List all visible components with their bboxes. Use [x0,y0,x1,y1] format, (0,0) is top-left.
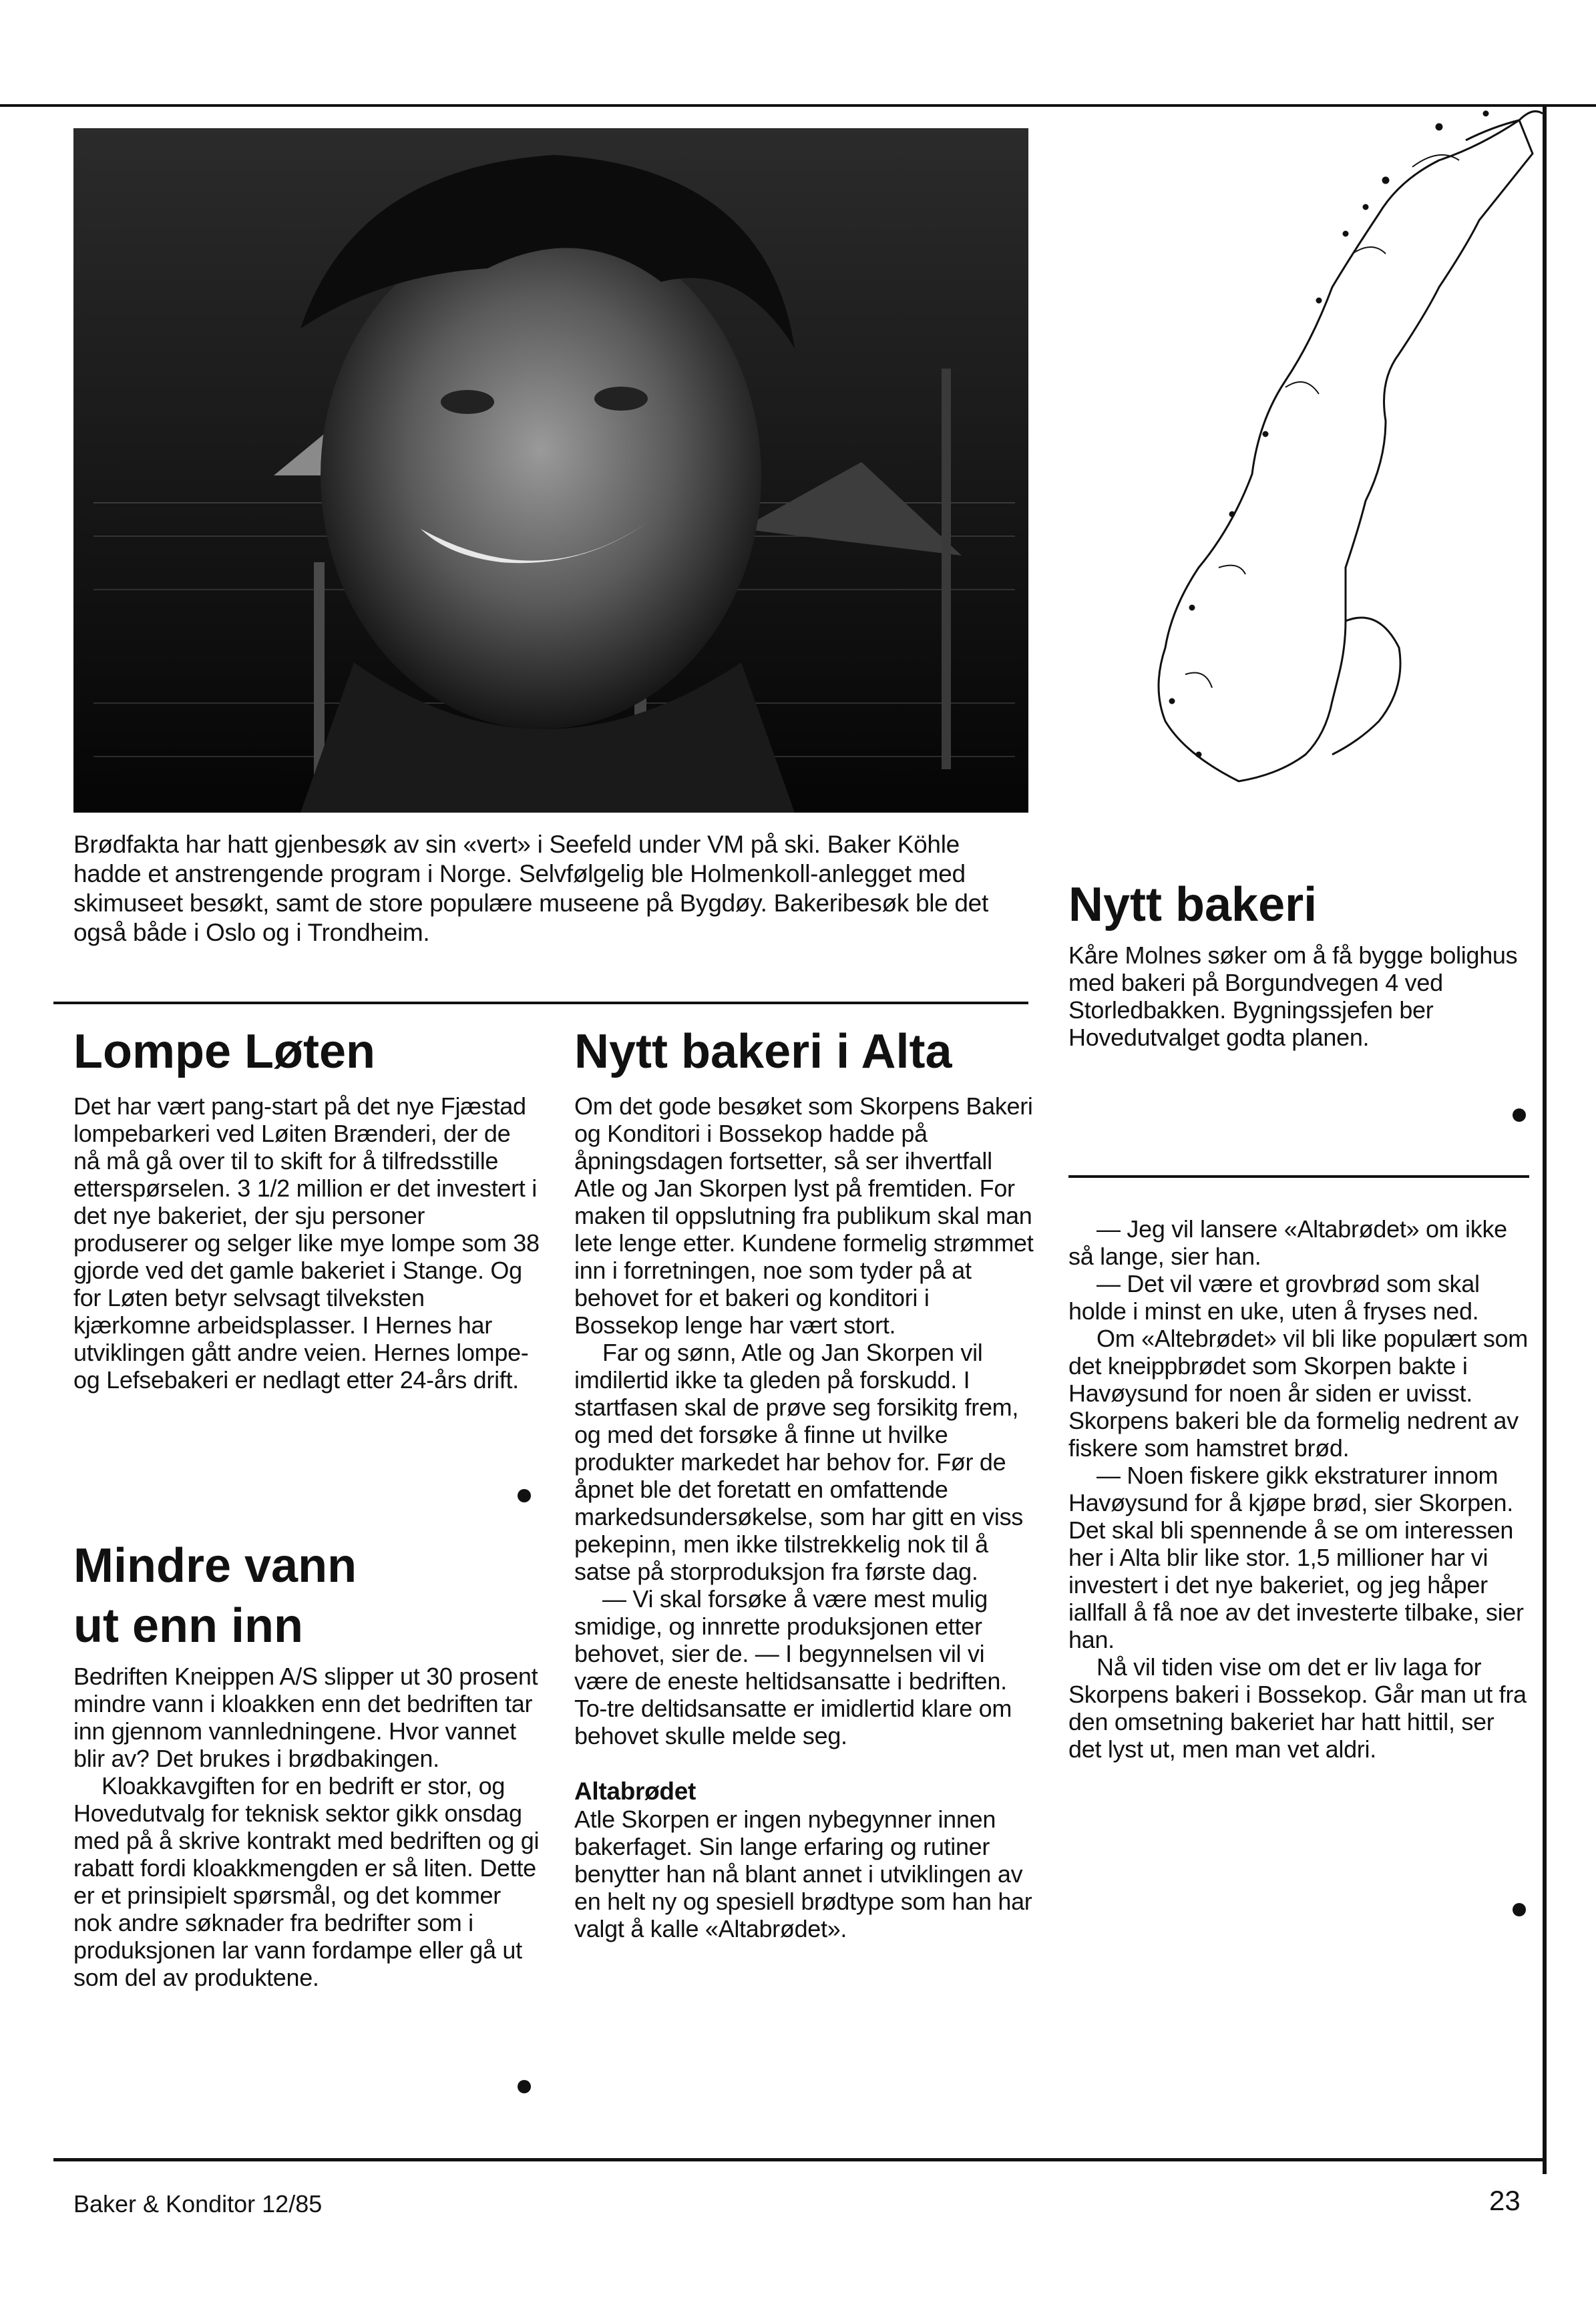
article-paragraph: Nå vil tiden vise om det er liv laga for Skorpens bakeri i Bossekop. Går man ut fra den omsetning bakeriet har hatt hittil, ser det lyst ut, men man vet aldri. [1068,1653,1527,1763]
article-paragraph: Kloakkavgiften for en bedrift er stor, og Hovedutvalg for teknisk sektor gikk onsdag med på å skrive kontrakt med bedriften og gi rabatt fordi kloakkmengden er så liten. Dette er et prinsipielt spørsmål, og det kommer nok andre søknader fra bedrifter som i produksjonen lar vann fordampe eller gå ut som del av produktene. [73,1772,540,1991]
article-paragraph: — Noen fiskere gikk ekstraturer innom Havøysund for å kjøpe brød, sier Skorpen. Det skal bli spennende å se om interessen her i Alta blir like stor. 1,5 millioner har vi investert i det nye bakeriet, og jeg håper iallfall å få noe av det investerte tilbake, sier han. [1068,1462,1524,1653]
end-bullet [518,1489,531,1502]
end-bullet [518,2080,531,2093]
section-rule [53,1002,1028,1004]
subheading: Altabrødet [574,1777,696,1805]
photo-caption: Brødfakta har hatt gjenbesøk av sin «vert» i Seefeld under VM på ski. Baker Köhle hadde et anstrengende program i Norge. Selvfølgelig ble Holmenkoll-anlegget med skimuseet besøkt, samt de store populære museene på Bygdøy. Bakeribesøk ble det også både i Oslo og i Trondheim. [73,831,988,946]
article-title: Nytt bakeri i Alta [574,1025,952,1078]
article-title: Mindre vann ut enn inn [73,1539,357,1653]
article-paragraph: Om «Altebrødet» vil bli like populært som det kneippbrødet som Skorpen bakte i Havøysund for noen år siden er uvisst. Skorpens bakeri ble da formelig nedrent av fiskere som hamstret brød. [1068,1325,1528,1462]
article-nytt-bakeri [1068,875,1536,1051]
article-lompe [73,1022,541,1394]
article-paragraph: — Jeg vil lansere «Altabrødet» om ikke så lange, sier han. [1068,1215,1507,1270]
norway-map [1065,100,1543,815]
article-title: Lompe Løten [73,1025,375,1078]
article-paragraph: Bedriften Kneippen A/S slipper ut 30 prosent mindre vann i kloakken enn det bedriften tar inn gjennom vannledningene. Hvor vannet blir av? Det brukes i brødbakingen. [73,1663,538,1772]
end-bullet [1513,1108,1526,1122]
section-rule [1068,1175,1529,1178]
article-paragraph: — Det vil være et grovbrød som skal holde i minst en uke, uten å fryses ned. [1068,1270,1480,1325]
article-alta [574,1022,1035,1942]
article-paragraph: — Vi skal forsøke å være mest mulig smidige, og innrette produksjonen etter behovet, sier de. — I begynnelsen vil vi være de eneste heltidsansatte i bedriften. To-tre deltidsansatte er imidlertid klare om behovet skulle melde seg. [574,1585,1012,1749]
portrait-photo [73,128,1028,813]
article-title: Nytt bakeri [1068,878,1318,931]
article-alta-continued [1068,1215,1529,1763]
right-rule [1543,104,1547,2174]
article-paragraph: Far og sønn, Atle og Jan Skorpen vil imdilertid ikke ta gleden på forskudd. I startfasen skal de prøve seg forsikitg frem, og med det forsøke å finne ut hvilke produkter markedet har behov for. Før de åpnet ble det foretatt en omfattende markedsundersøkelse, som har gitt en viss pekepinn, men ikke tilstrekkelig nok til å satse på storproduksjon fra første dag. [574,1339,1023,1585]
article-vann [73,1536,541,1991]
article-paragraph: Om det gode besøket som Skorpens Bakeri og Konditori i Bossekop hadde på åpningsdagen fortsetter, så ser ihvertfall Atle og Jan Skorpen lyst på fremtiden. For maken til oppslutning fra publikum skal man lete lenge etter. Kundene formelig strømmet inn i forretningen, noe som tyder på at behovet for et bakeri og konditori i Bossekop lenge har vært stort. [574,1092,1034,1339]
end-bullet [1513,1903,1526,1916]
article-body: Kåre Molnes søker om å få bygge bolighus med bakeri på Borgundvegen 4 ved Storledbakken. Bygningssjefen ber Hovedutvalget godta planen. [1068,941,1518,1051]
article-body: Det har vært pang-start på det nye Fjæstad lompebarkeri ved Løiten Brænderi, der de nå må gå over til to skift for å tilfredsstille etterspørselen. 3 1/2 million er det investert i det nye bakeriet, der sju personer produserer og selger like mye lompe som 38 gjorde ved det gamle bakeriet i Stange. Og for Løten betyr selvsagt tilveksten kjærkomne arbeidsplasser. I Hernes har utviklingen gått andre veien. Hernes lompe- og Lefsebakeri er nedlagt etter 24-års drift. [73,1092,540,1394]
publication-footer: Baker & Konditor 12/85 [73,2190,323,2218]
page-number: 23 [1489,2185,1521,2216]
article-paragraph: Atle Skorpen er ingen nybegynner innen bakerfaget. Sin lange erfaring og rutiner benytter han nå blant annet i utviklingen av en helt ny og spesiell brødtype som han har valgt å kalle «Altabrødet». [574,1806,1032,1942]
bottom-rule [53,2158,1547,2161]
